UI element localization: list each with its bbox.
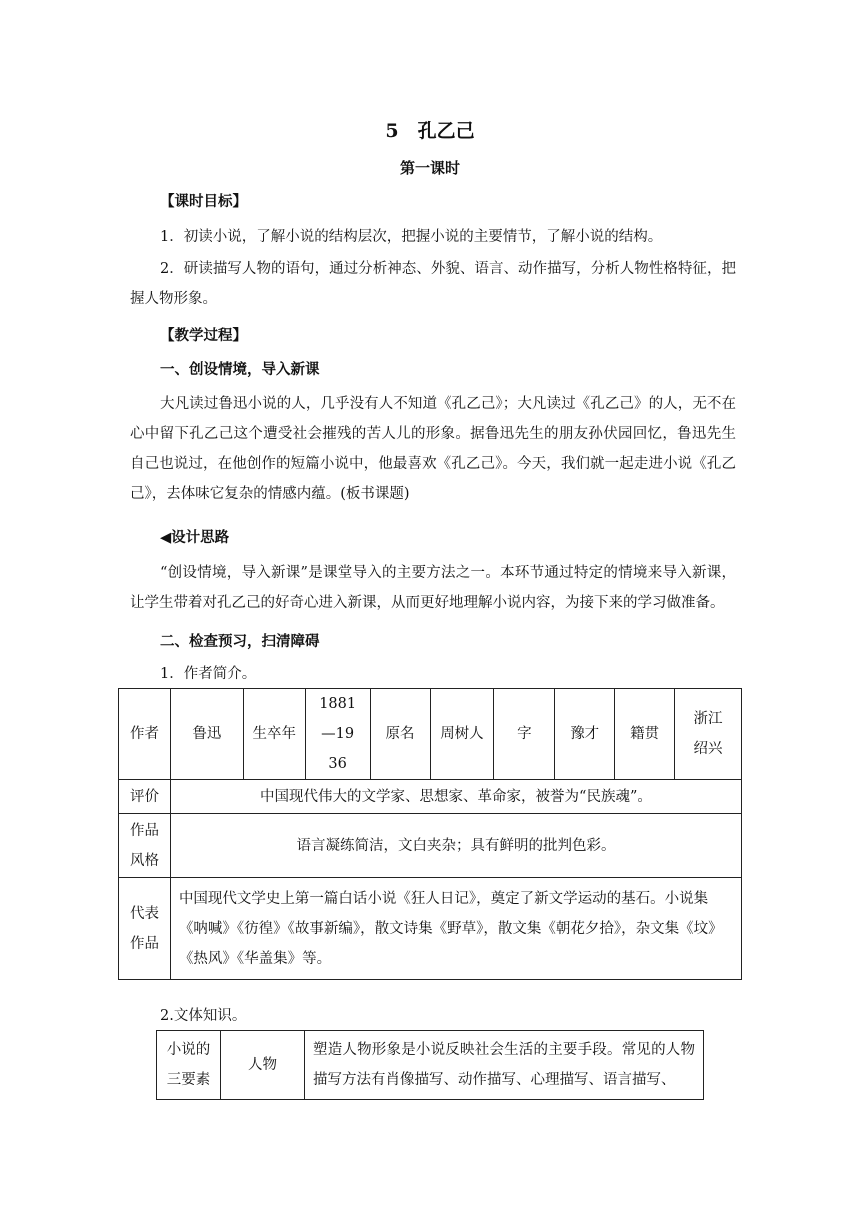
lesson-subtitle: 第一课时 bbox=[399, 159, 460, 177]
process-heading: 【教学过程】 bbox=[160, 327, 247, 344]
table-cell: 人物 bbox=[221, 1031, 305, 1100]
table-cell: 作者 bbox=[119, 689, 171, 780]
table-cell: 周树人 bbox=[430, 689, 494, 780]
genre-label: 2.文体知识。 bbox=[160, 1008, 247, 1024]
goals-heading: 【课时目标】 bbox=[160, 193, 247, 210]
goal-item-2: 2．研读描写人物的语句，通过分析神态、外貌、语言、动作描写，分析人物性格特征，把握人物形象。 bbox=[130, 261, 736, 307]
genre-table bbox=[156, 1030, 704, 1100]
lesson-title: 5 孔乙己 bbox=[385, 120, 475, 142]
section1-text: 大凡读过鲁迅小说的人，几乎没有人不知道《孔乙己》；大凡读过《孔乙己》的人，无不在心中留下孔乙己这个遭受社会摧残的苦人儿的形象。据鲁迅先生的朋友孙伏园回忆，鲁迅先生自己也说过，在他创作的短篇小说中，他最喜欢《孔乙己》。今天，我们就一起走进小说《孔乙己》，去体味它复杂的情感内蕴。(板书课题) bbox=[130, 396, 736, 502]
table-cell: 中国现代伟大的文学家、思想家、革命家，被誉为“民族魂”。 bbox=[170, 780, 741, 814]
table-cell: 籍贯 bbox=[615, 689, 675, 780]
table-cell bbox=[675, 689, 742, 780]
author-table bbox=[118, 688, 742, 980]
hometown: 浙江绍兴 bbox=[693, 711, 723, 757]
table-cell: 鲁迅 bbox=[170, 689, 243, 780]
goal-item-1: 1．初读小说，了解小说的结构层次，把握小说的主要情节，了解小说的结构。 bbox=[160, 229, 663, 245]
table-cell bbox=[119, 878, 171, 980]
section1-heading: 一、创设情境，导入新课 bbox=[160, 361, 320, 378]
table-cell: 语言凝练简洁，文白夹杂；具有鲜明的批判色彩。 bbox=[170, 814, 741, 878]
table-row bbox=[119, 689, 742, 780]
novel-elements-label: 小说的三要素 bbox=[166, 1042, 211, 1088]
table-cell bbox=[157, 1031, 221, 1100]
table-row bbox=[119, 814, 742, 878]
birth-death-years: 1881—1936 bbox=[319, 696, 357, 772]
author-intro-label: 1．作者简介。 bbox=[160, 666, 257, 682]
table-row bbox=[119, 780, 742, 814]
design-heading: ◀设计思路 bbox=[160, 529, 230, 546]
design-text: “创设情境，导入新课”是课堂导入的主要方法之一。本环节通过特定的情境来导入新课，让学生带着对孔乙己的好奇心进入新课，从而更好地理解小说内容，为接下来的学习做准备。 bbox=[130, 565, 736, 611]
table-cell: 塑造人物形象是小说反映社会生活的主要手段。常见的人物描写方法有肖像描写、动作描写、心理描写、语言描写、 bbox=[305, 1031, 704, 1100]
table-cell bbox=[305, 689, 370, 780]
table-cell: 原名 bbox=[370, 689, 430, 780]
works-label: 代表作品 bbox=[129, 905, 159, 952]
style-label: 作品风格 bbox=[129, 822, 159, 869]
table-cell: 生卒年 bbox=[243, 689, 305, 780]
section2-heading: 二、检查预习，扫清障碍 bbox=[160, 633, 320, 650]
table-cell: 评价 bbox=[119, 780, 171, 814]
table-cell: 豫才 bbox=[555, 689, 615, 780]
table-cell bbox=[119, 814, 171, 878]
table-cell: 中国现代文学史上第一篇白话小说《狂人日记》，奠定了新文学运动的基石。小说集《呐喊》《彷徨》《故事新编》，散文诗集《野草》，散文集《朝花夕拾》，杂文集《坟》《热风》《华盖集》等。 bbox=[170, 878, 741, 980]
table-row bbox=[157, 1031, 704, 1100]
table-row bbox=[119, 878, 742, 980]
table-cell: 字 bbox=[494, 689, 555, 780]
